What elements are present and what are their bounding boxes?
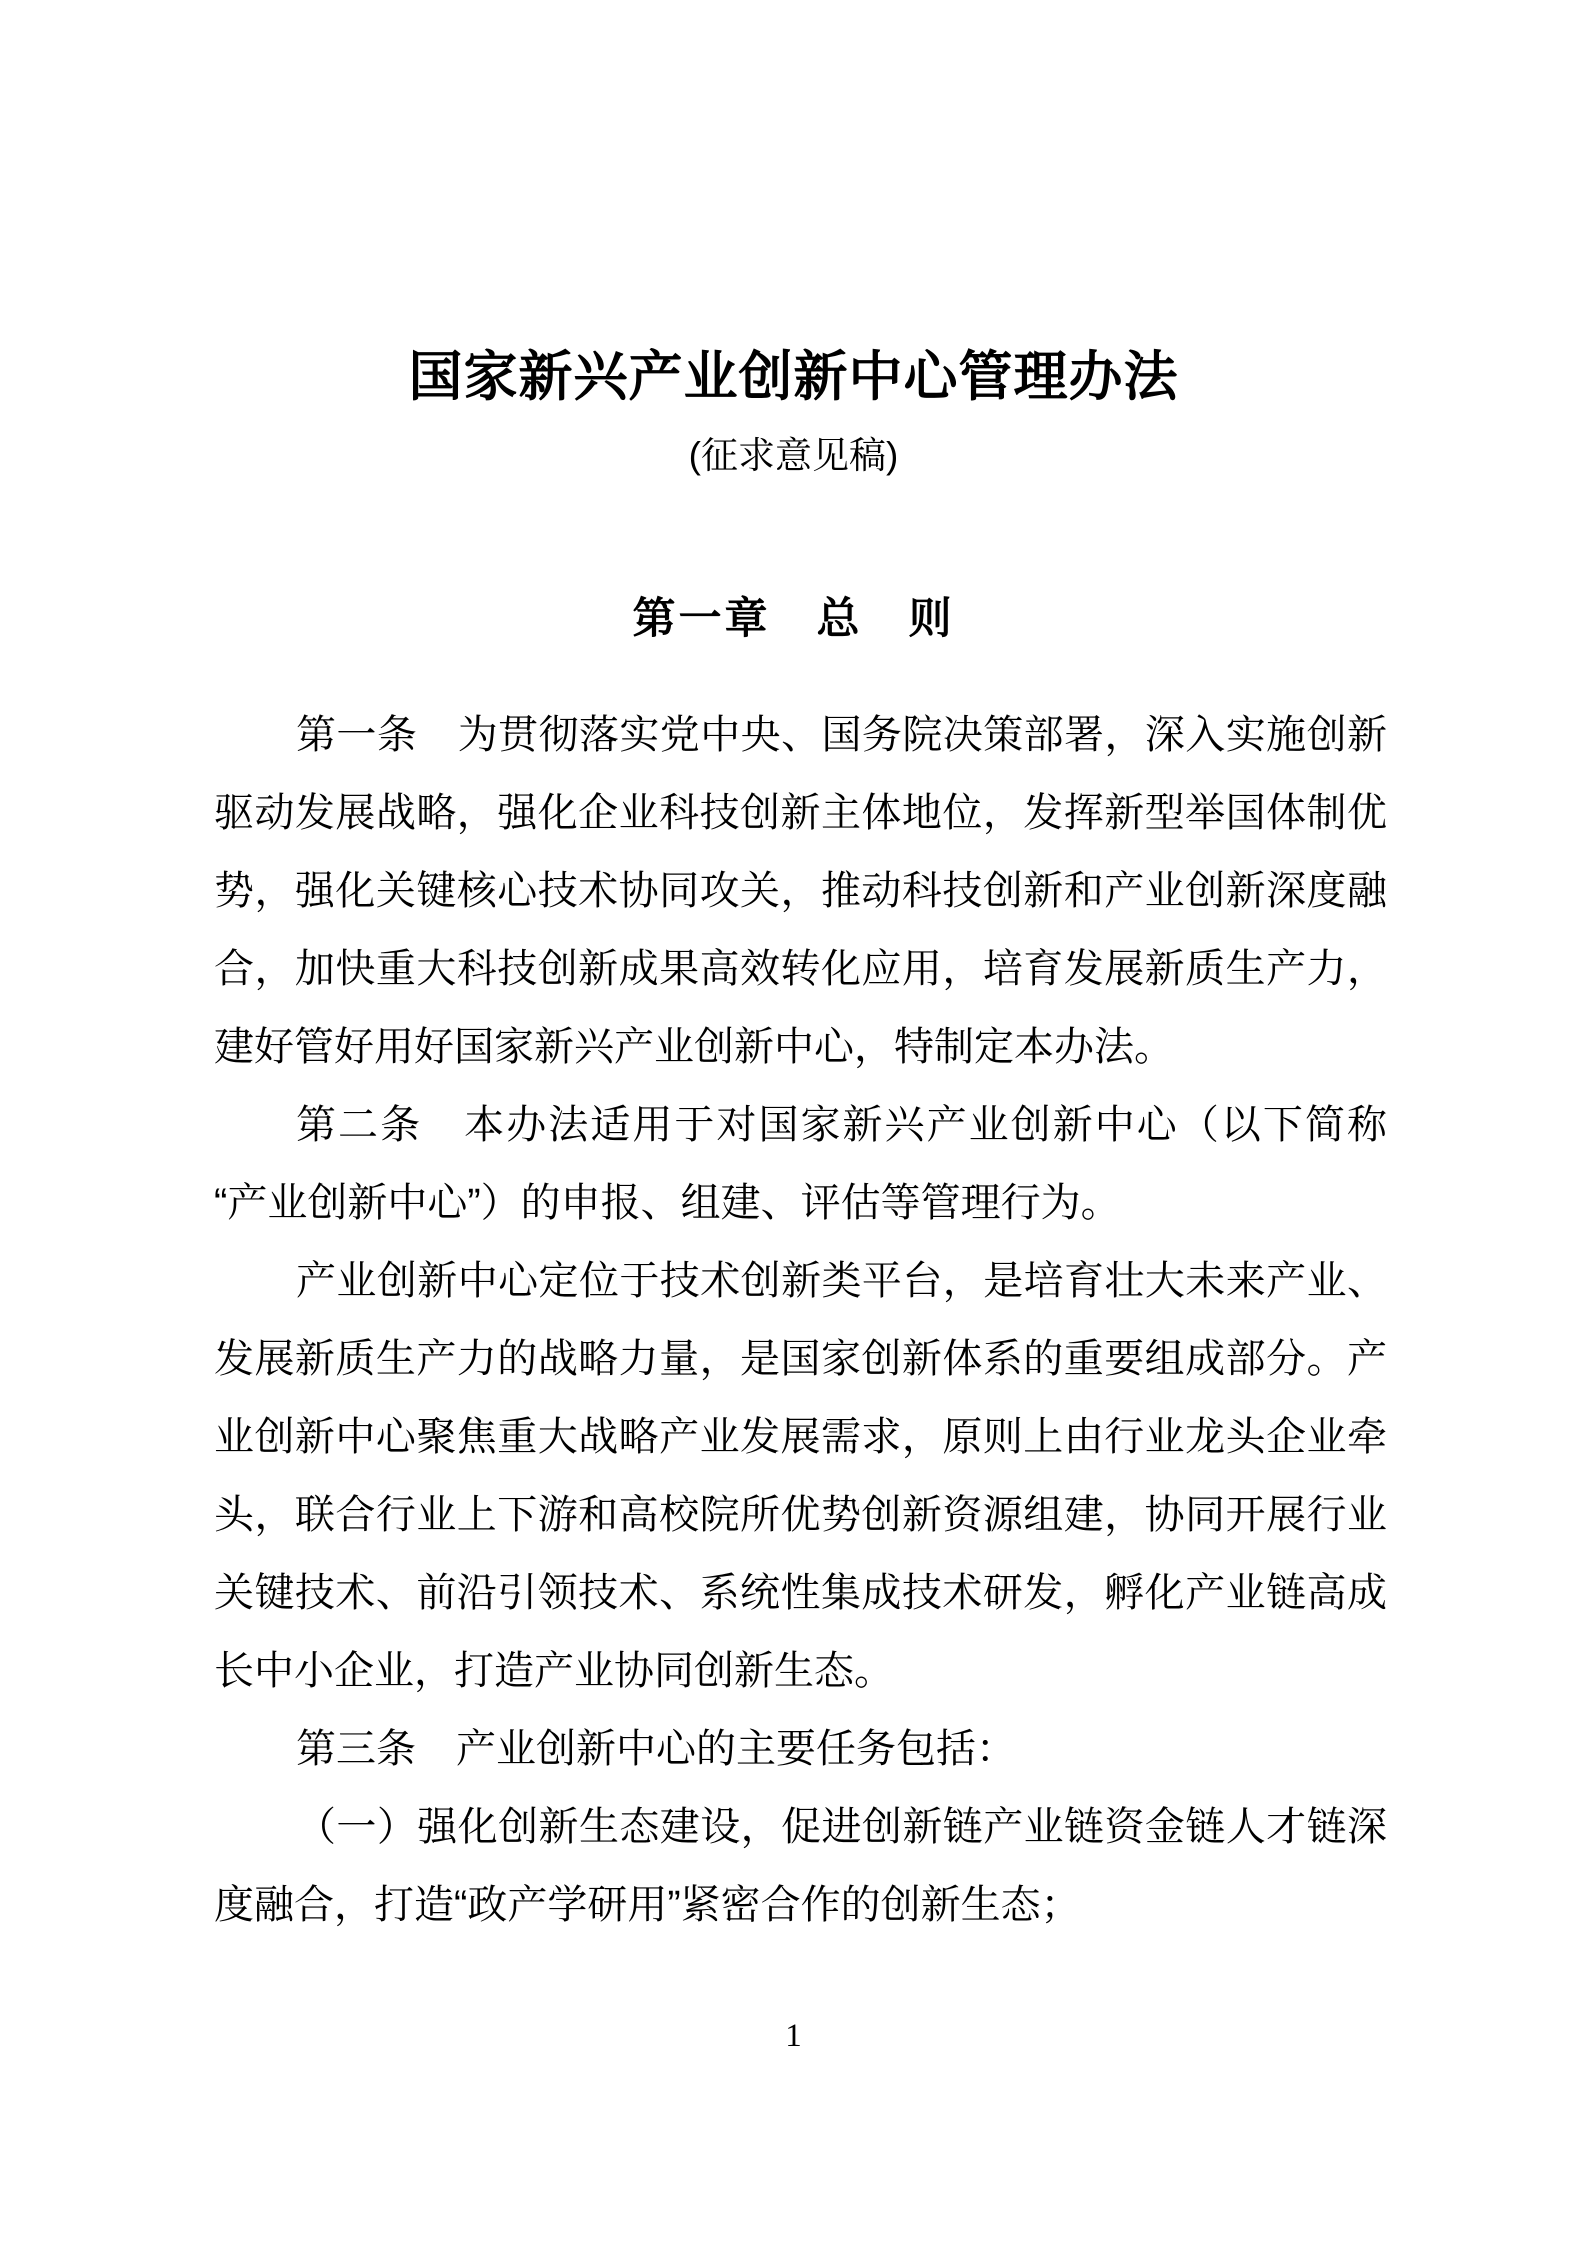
body-line: 关键技术、前沿引领技术、系统性集成技术研发，孵化产业链高成 — [214, 1571, 1387, 1615]
document-title: 国家新兴产业创新中心管理办法 — [408, 347, 1179, 407]
paragraph-article-3 — [214, 1710, 1387, 1788]
page-number: 1 — [785, 2018, 802, 2054]
document-subtitle: (征求意见稿) — [688, 435, 899, 476]
body-line: 度融合，打造“政产学研用”紧密合作的创新生态； — [214, 1883, 1081, 1927]
paragraph-positioning — [214, 1242, 1387, 1710]
body-line: 势，强化关键核心技术协同攻关，推动科技创新和产业创新深度融 — [214, 869, 1387, 913]
body-line: 产业创新中心定位于技术创新类平台，是培育壮大未来产业、 — [296, 1259, 1387, 1303]
body-line: 第二条 本办法适用于对国家新兴产业创新中心（以下简称 — [296, 1103, 1387, 1147]
body-line: 建好管好用好国家新兴产业创新中心，特制定本办法。 — [214, 1025, 1174, 1069]
body-line: 头，联合行业上下游和高校院所优势创新资源组建，协同开展行业 — [214, 1493, 1387, 1537]
body-line: 合，加快重大科技创新成果高效转化应用，培育发展新质生产力， — [214, 947, 1387, 991]
body-line: “产业创新中心”）的申报、组建、评估等管理行为。 — [214, 1181, 1121, 1225]
paragraph-task-1 — [214, 1788, 1387, 1944]
body-line: 发展新质生产力的战略力量，是国家创新体系的重要组成部分。产 — [214, 1337, 1387, 1381]
document-body — [214, 696, 1387, 1944]
chapter-heading: 第一章 总 则 — [632, 595, 955, 643]
paragraph-article-2 — [214, 1086, 1387, 1242]
body-line: 业创新中心聚焦重大战略产业发展需求，原则上由行业龙头企业牵 — [214, 1415, 1387, 1459]
body-line: 第一条 为贯彻落实党中央、国务院决策部署，深入实施创新 — [296, 713, 1387, 757]
body-line: （一）强化创新生态建设，促进创新链产业链资金链人才链深 — [296, 1805, 1387, 1849]
body-line: 驱动发展战略，强化企业科技创新主体地位，发挥新型举国体制优 — [214, 791, 1387, 835]
body-line: 长中小企业，打造产业协同创新生态。 — [214, 1649, 894, 1693]
body-line: 第三条 产业创新中心的主要任务包括： — [296, 1727, 1016, 1771]
paragraph-article-1 — [214, 696, 1387, 1086]
